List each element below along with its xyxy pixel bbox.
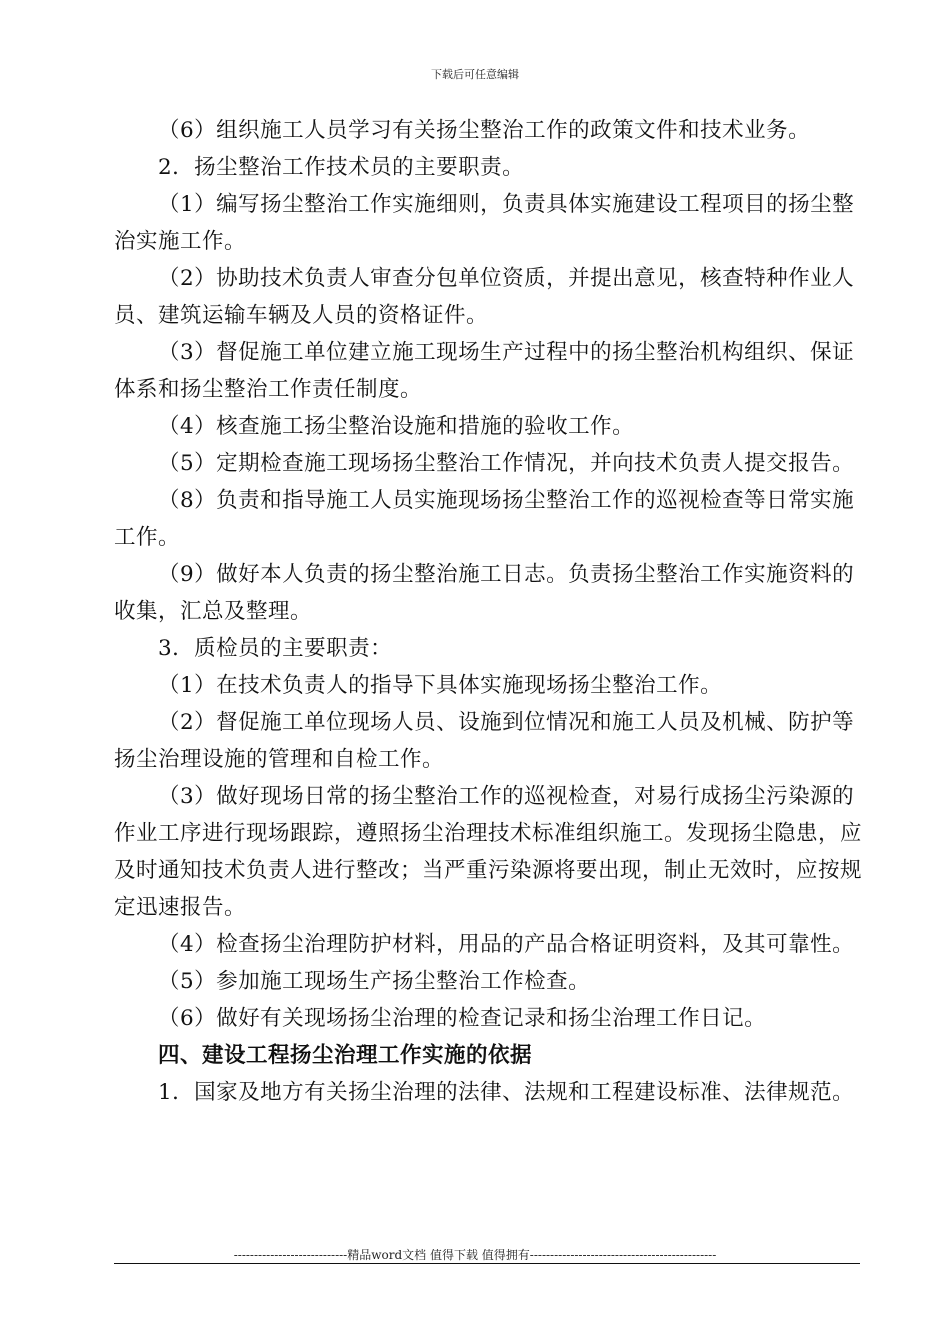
paragraph: （8）负责和指导施工人员实施现场扬尘整治工作的巡视检查等日常实施工作。 [114,488,855,550]
paragraph: （4）检查扬尘治理防护材料，用品的产品合格证明资料，及其可靠性。 [158,932,855,957]
footer-divider [114,1263,860,1264]
document-body [114,112,862,1111]
paragraph: （5）定期检查施工现场扬尘整治工作情况，并向技术负责人提交报告。 [158,451,855,476]
page-header: 下载后可任意编辑 [431,68,519,81]
paragraph: （1）在技术负责人的指导下具体实施现场扬尘整治工作。 [158,673,723,698]
paragraph: （4）核查施工扬尘整治设施和措施的验收工作。 [158,414,635,439]
paragraph: （3）督促施工单位建立施工现场生产过程中的扬尘整治机构组织、保证体系和扬尘整治工作责任制度。 [114,340,855,402]
paragraph: 2．扬尘整治工作技术员的主要职责。 [158,155,525,180]
section-heading: 四、建设工程扬尘治理工作实施的依据 [158,1043,533,1068]
paragraph: （3）做好现场日常的扬尘整治工作的巡视检查，对易行成扬尘污染源的作业工序进行现场跟踪，遵照扬尘治理技术标准组织施工。发现扬尘隐患，应及时通知技术负责人进行整改；当严重污染源将要出现，制止无效时，应按规定迅速报告。 [114,784,863,920]
paragraph: 1．国家及地方有关扬尘治理的法律、法规和工程建设标准、法律规范。 [158,1080,855,1105]
paragraph: 3．质检员的主要职责： [158,636,393,661]
paragraph: （6）组织施工人员学习有关扬尘整治工作的政策文件和技术业务。 [158,118,811,143]
paragraph: （2）协助技术负责人审查分包单位资质，并提出意见，核查特种作业人员、建筑运输车辆及人员的资格证件。 [114,266,855,328]
paragraph: （5）参加施工现场生产扬尘整治工作检查。 [158,969,591,994]
paragraph: （9）做好本人负责的扬尘整治施工日志。负责扬尘整治工作实施资料的收集，汇总及整理。 [114,562,855,624]
page-footer: ----------------------------精品word文档 值得下载 值得拥有---------------------------------------------- [233,1248,717,1262]
paragraph: （1）编写扬尘整治工作实施细则，负责具体实施建设工程项目的扬尘整治实施工作。 [114,192,855,254]
paragraph: （6）做好有关现场扬尘治理的检查记录和扬尘治理工作日记。 [158,1006,767,1031]
paragraph: （2）督促施工单位现场人员、设施到位情况和施工人员及机械、防护等扬尘治理设施的管理和自检工作。 [114,710,855,772]
